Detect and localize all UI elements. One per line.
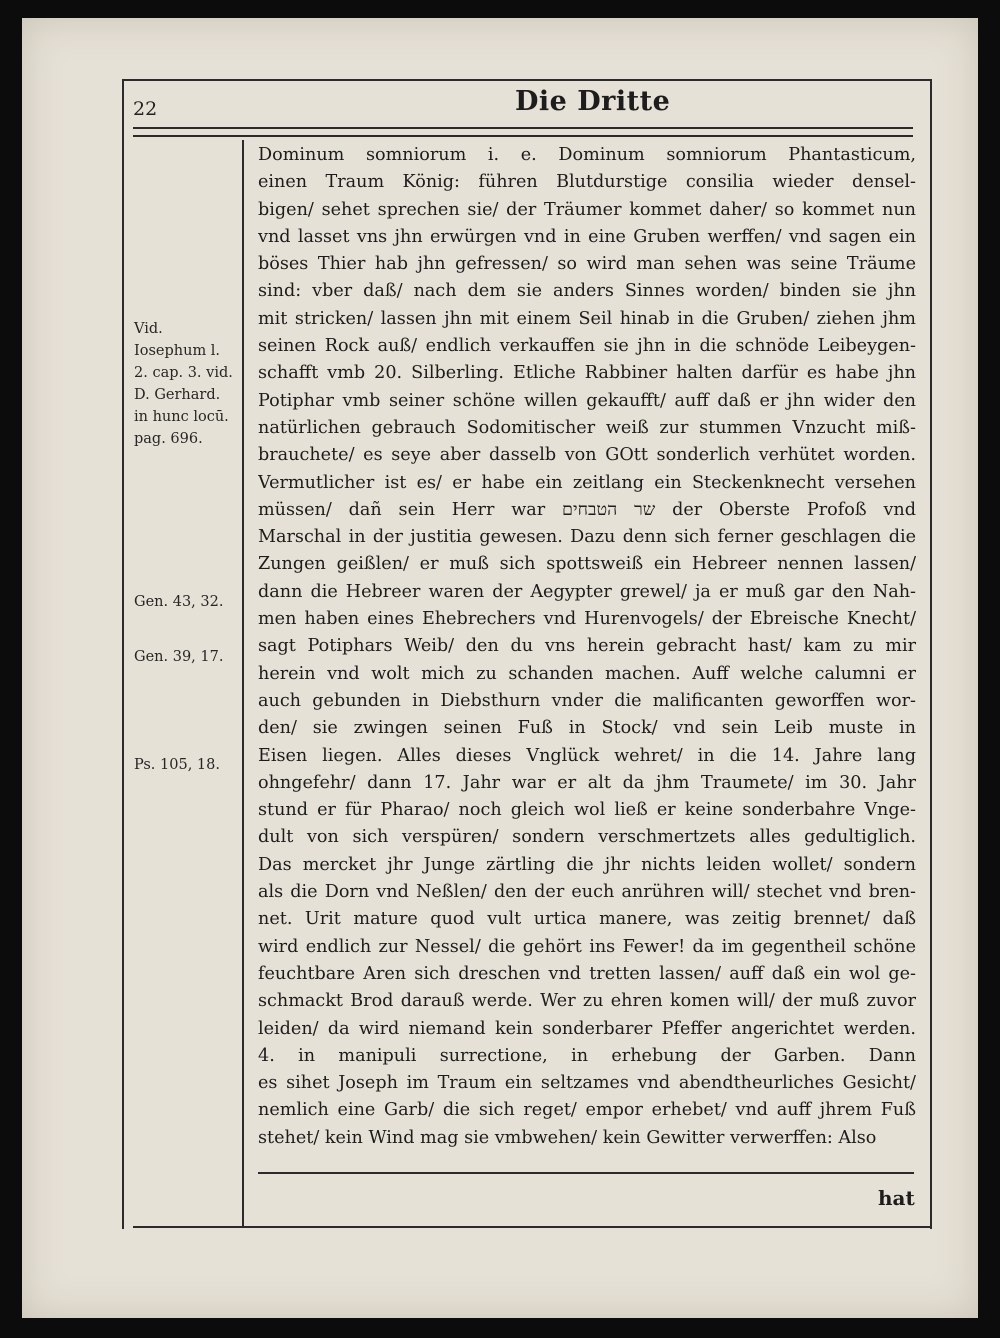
margin-note-gen-39: Gen. 39, 17. (134, 649, 224, 665)
text-line: Vermutlicher ist es/ er habe ein zeitlang ein Steckenknecht versehen (258, 472, 916, 493)
bottom-rule (133, 1226, 931, 1228)
text-line: ohngefehr/ dann 17. Jahr war er alt da jhm Traumete/ im 30. Jahr (258, 772, 916, 793)
text-line: stund er für Pharao/ noch gleich wol ließ er keine sonderbahre Vnge- (258, 800, 916, 821)
margin-note-ps-105: Ps. 105, 18. (134, 757, 220, 773)
text-line: Das mercket jhr Junge zärtling die jhr nichts leiden wollet/ sondern (258, 854, 916, 875)
text-line: feuchtbare Aren sich dreschen vnd tretten lassen/ auff daß ein wol ge- (258, 963, 916, 984)
text-line: müssen/ dañ sein Herr war שר הטבחים der Oberste Profoß vnd (258, 499, 916, 520)
header-rule (133, 127, 913, 129)
text-line: auch gebunden in Diebsthurn vnder die malificanten geworffen wor- (258, 690, 916, 711)
text-line: 4. in manipuli surrectione, in erhebung der Garben. Dann (258, 1045, 916, 1066)
text-line: stehet/ kein Wind mag sie vmbwehen/ kein Gewitter verwerffen: Also (258, 1127, 877, 1148)
text-line: Potiphar vmb seiner schöne willen gekaufft/ auff daß er jhn wider den (258, 390, 916, 411)
text-line: herein vnd wolt mich zu schanden machen. Auff welche calumni er (258, 663, 916, 684)
column-rule (242, 140, 244, 1226)
text-line: schmackt Brod darauß werde. Wer zu ehren komen will/ der muß zuvor (258, 991, 916, 1012)
text-line: seinen Rock auß/ endlich verkauffen sie jhn in die schnöde Leibeygen- (258, 336, 916, 357)
text-line: sind: vber daß/ nach dem sie anders Sinnes worden/ binden sie jhn (258, 281, 916, 302)
text-line: men haben eines Ehebrechers vnd Hurenvogels/ der Ebreische Knecht/ (258, 609, 916, 630)
top-rule (122, 79, 932, 81)
text-line: bigen/ sehet sprechen sie/ der Träumer kommet daher/ so kommet nun (258, 199, 916, 220)
text-line: schafft vmb 20. Silberling. Etliche Rabbiner halten darfür es habe jhn (258, 363, 916, 384)
text-line: als die Dorn vnd Neßlen/ den der euch anrühren will/ stechet vnd bren- (258, 882, 916, 903)
margin-note-josephus: Vid. Iosephum l. 2. cap. 3. vid. D. Gerhard. in hunc locū. pag. 696. (134, 321, 233, 447)
text-line: dann die Hebreer waren der Aegypter grewel/ ja er muß gar den Nah- (258, 581, 916, 602)
text-line: Dominum somniorum i. e. Dominum somniorum Phantasticum, (258, 145, 916, 165)
text-line: nemlich eine Garb/ die sich reget/ empor erhebet/ vnd auff jhrem Fuß (258, 1100, 916, 1121)
text-line: Marschal in der justitia gewesen. Dazu denn sich ferner geschlagen die (258, 527, 916, 548)
margin-note-gen-43: Gen. 43, 32. (134, 594, 224, 610)
right-rule (930, 79, 932, 1229)
text-line: Zungen geißlen/ er muß sich spottsweiß ein Hebreer nennen lassen/ (258, 554, 916, 575)
text-line: vnd lasset vns jhn erwürgen vnd in eine Gruben werffen/ vnd sagen ein (258, 226, 916, 247)
text-line: mit stricken/ lassen jhn mit einem Seil hinab in die Gruben/ ziehen jhm (258, 308, 916, 329)
text-line: brauchete/ es seye aber dasselb von GOtt sonderlich verhütet worden. (258, 445, 916, 466)
text-line: wird endlich zur Nessel/ die gehört ins Fewer! da im gegentheil schöne (258, 936, 916, 957)
text-line: den/ sie zwingen seinen Fuß in Stock/ vnd sein Leib muste in (258, 718, 916, 739)
left-rule (122, 79, 124, 1229)
text-line: dult von sich verspüren/ sondern verschmertzets alles gedultiglich. (258, 827, 916, 848)
header-rule-2 (133, 135, 913, 137)
text-line: Eisen liegen. Alles dieses Vnglück wehret/ in die 14. Jahre lang (258, 745, 916, 766)
running-title: Die Dritte (515, 86, 671, 117)
text-line: natürlichen gebrauch Sodomitischer weiß zur stummen Vnzucht miß- (258, 417, 916, 438)
footer-rule (258, 1172, 914, 1174)
text-line: leiden/ da wird niemand kein sonderbarer Pfeffer angerichtet werden. (258, 1018, 916, 1039)
text-line: böses Thier hab jhn gefressen/ so wird man sehen was seine Träume (258, 254, 916, 275)
text-line: es sihet Joseph im Traum ein seltzames vnd abendtheurliches Gesicht/ (258, 1073, 916, 1094)
page-number: 22 (133, 98, 158, 120)
text-line: sagt Potiphars Weib/ den du vns herein gebracht hast/ kam zu mir (258, 636, 916, 657)
text-line: einen Traum König: führen Blutdurstige consilia wieder densel- (258, 172, 916, 193)
catchword: hat (878, 1186, 915, 1210)
body-text (258, 142, 916, 1152)
text-line: net. Urit mature quod vult urtica manere, was zeitig brennet/ daß (258, 909, 916, 930)
